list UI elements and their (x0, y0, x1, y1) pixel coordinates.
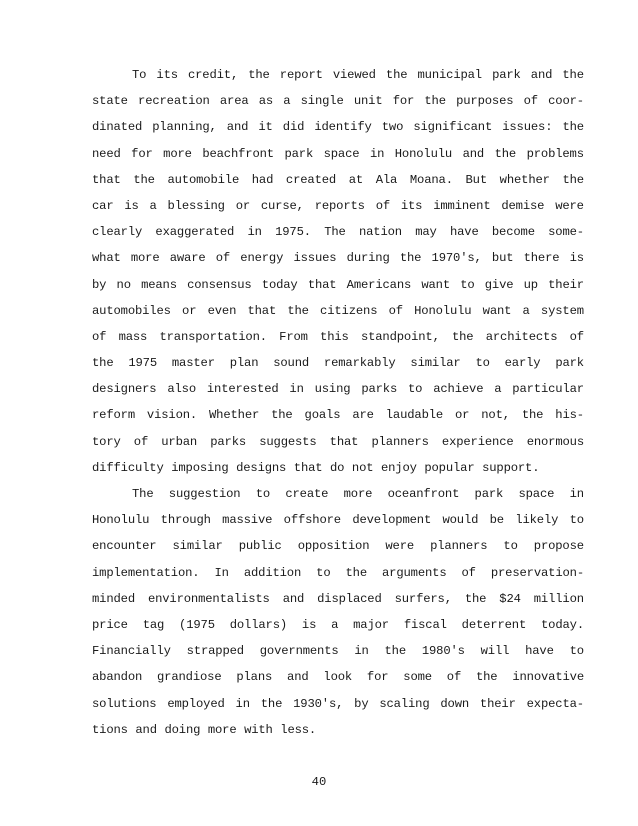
word: implementation. (92, 565, 200, 580)
word: vision. (146, 408, 198, 423)
word: is (124, 198, 139, 213)
text-line (92, 402, 584, 428)
word: enormous (526, 434, 584, 449)
text-line (92, 638, 584, 664)
text-line (92, 429, 584, 455)
text-line (92, 533, 584, 559)
word: early (504, 356, 541, 371)
word: The (132, 487, 154, 501)
word: is (569, 251, 584, 266)
word: dollars) (229, 617, 288, 632)
word: municipal (417, 68, 482, 82)
word: their (479, 696, 516, 711)
word: recreation (138, 94, 210, 109)
word: Honolulu (414, 303, 472, 318)
word: In (214, 565, 229, 580)
word: there (523, 251, 560, 266)
word: to (503, 539, 518, 554)
word: dinated (92, 120, 143, 135)
word: did (282, 120, 305, 135)
word: the (260, 696, 283, 711)
word: today. (541, 617, 584, 632)
word: more (343, 487, 373, 501)
word: significant (413, 120, 493, 135)
word: consensus (187, 277, 252, 292)
word: displaced (317, 591, 382, 606)
word: more (207, 722, 237, 737)
word: propose (533, 539, 584, 554)
word: the (248, 68, 270, 82)
word: their (548, 277, 584, 292)
word: created (285, 172, 337, 187)
word: want (482, 303, 512, 318)
word: Moana. (409, 172, 453, 187)
word: Honolulu (394, 146, 453, 161)
paragraph (92, 62, 584, 481)
word: plans (236, 670, 273, 685)
word: public (238, 539, 282, 554)
word: the (399, 251, 422, 266)
word: park (474, 487, 504, 501)
word: more (130, 251, 160, 266)
text-line (92, 298, 584, 324)
word: Ala (375, 172, 398, 187)
text-line (92, 376, 584, 402)
word: urban (161, 434, 198, 449)
word: 1975 (128, 356, 158, 371)
word: of (92, 329, 107, 344)
word: the (345, 565, 367, 580)
word: no (116, 277, 131, 292)
word: governments (259, 644, 339, 659)
word: price (92, 617, 128, 632)
word: abandon (92, 670, 143, 685)
word: and (282, 591, 305, 606)
word: expecta- (526, 696, 584, 711)
word: million (533, 591, 584, 606)
word: or (235, 198, 251, 213)
word: will (480, 644, 510, 659)
word: Whether (209, 408, 260, 423)
text-line (92, 219, 584, 245)
word: The (324, 225, 346, 240)
word: the (521, 408, 544, 423)
word: nation (358, 225, 402, 240)
word: aware (169, 251, 206, 266)
word: popular (424, 460, 475, 475)
word: to (408, 382, 423, 397)
word: even (207, 303, 237, 318)
word: of (523, 94, 538, 109)
word: means (141, 277, 177, 292)
text-line (92, 612, 584, 638)
word: a (494, 382, 502, 397)
word: in (369, 146, 385, 161)
word: through (160, 513, 211, 528)
word: suggestion (168, 487, 241, 501)
word: grandiose (157, 670, 222, 685)
word: space (518, 487, 555, 501)
word: a (331, 617, 339, 632)
text-line (92, 586, 584, 612)
word: not, (481, 408, 510, 423)
word: by (354, 696, 369, 711)
word: some (403, 670, 432, 685)
word: of (446, 670, 462, 685)
word: tag (142, 617, 165, 632)
word: whether (499, 172, 550, 187)
word: tory (92, 434, 121, 449)
word: doing (164, 722, 201, 737)
word: achieve (433, 382, 484, 397)
word: area (219, 94, 249, 109)
word: similar (410, 356, 461, 371)
word: development (352, 513, 432, 528)
word: deterrent (461, 617, 527, 632)
word: also (167, 382, 197, 397)
word: difficulty (92, 460, 164, 475)
word: the (562, 120, 584, 135)
word: arguments (382, 565, 447, 580)
word: master (171, 356, 215, 371)
word: mass (118, 329, 148, 344)
word: with (244, 722, 273, 737)
word: not (351, 460, 374, 475)
text-line (92, 664, 584, 690)
word: or (182, 303, 197, 318)
word: state (92, 94, 128, 109)
word: encounter (92, 539, 157, 554)
word: car (92, 198, 114, 213)
word: designers (92, 382, 157, 397)
word: beachfront (202, 146, 274, 161)
word: opposition (297, 539, 370, 554)
word: massive (222, 513, 273, 528)
word: the (133, 172, 155, 187)
word: oceanfront (387, 487, 460, 501)
text-line (92, 167, 584, 193)
word: to (255, 487, 271, 501)
word: for (131, 146, 153, 161)
word: viewed (332, 68, 376, 82)
word: in (289, 382, 304, 397)
word: system (540, 303, 584, 318)
word: remarkably (323, 356, 396, 371)
word: in (569, 487, 584, 501)
word: preservation- (490, 565, 584, 580)
word: demise (501, 198, 545, 213)
word: unit (353, 94, 383, 109)
word: exaggerated (155, 225, 235, 240)
word: were (555, 198, 584, 213)
text-line (92, 272, 584, 298)
text-line (92, 141, 584, 167)
word: create (285, 487, 329, 501)
word: clearly (92, 225, 143, 240)
word: problems (526, 146, 584, 161)
word: reform (92, 408, 135, 423)
word: issues: (502, 120, 553, 135)
word: the (271, 408, 293, 423)
word: a (522, 303, 530, 318)
text-line (92, 507, 584, 533)
word: by (92, 277, 107, 292)
word: it (258, 120, 273, 135)
word: park (284, 146, 314, 161)
word: a (149, 198, 157, 213)
word: park (492, 68, 521, 82)
word: architects (485, 329, 558, 344)
word: the (424, 94, 446, 109)
word: to (569, 513, 584, 528)
word: today (261, 277, 298, 292)
page-number: 40 (311, 775, 327, 789)
word: that (329, 434, 359, 449)
word: innovative (512, 670, 584, 685)
word: Americans (346, 277, 412, 292)
text-line (92, 114, 584, 140)
word: and (287, 670, 309, 685)
word: employed (167, 696, 225, 711)
word: imminent (433, 198, 491, 213)
word: give (484, 277, 514, 292)
word: planners (430, 539, 488, 554)
word: of (133, 434, 149, 449)
word: solutions (92, 696, 157, 711)
word: parks (210, 434, 247, 449)
word: its (400, 198, 423, 213)
word: 1930's, (293, 696, 344, 711)
word: fiscal (403, 617, 447, 632)
word: sound (273, 356, 310, 371)
word: and (226, 120, 249, 135)
word: the (451, 329, 474, 344)
word: citizens (320, 303, 378, 318)
word: less. (280, 722, 317, 737)
word: experience (441, 434, 514, 449)
word: 1975. (275, 225, 311, 240)
word: automobiles (92, 303, 171, 318)
word: to (460, 277, 475, 292)
word: for (366, 670, 389, 685)
word: issues (293, 251, 337, 266)
word: But (465, 172, 488, 187)
word: of (215, 251, 231, 266)
word: his- (555, 408, 584, 423)
word: (1975 (179, 617, 215, 632)
word: 1980's (421, 644, 465, 659)
word: parks (361, 382, 398, 397)
word: goals (304, 408, 341, 423)
word: designs (236, 460, 287, 475)
word: but (491, 251, 514, 266)
word: that (293, 460, 323, 475)
text-line (92, 62, 584, 88)
word: likely (515, 513, 559, 528)
word: identify (314, 120, 372, 135)
word: reports (314, 198, 365, 213)
word: 1970's, (431, 251, 482, 266)
text-line (92, 717, 584, 743)
word: of (569, 329, 584, 344)
word: and (530, 68, 553, 82)
word: credit, (187, 68, 239, 82)
word: Honolulu (92, 513, 150, 528)
word: the (562, 68, 584, 82)
word: during (346, 251, 390, 266)
word: to (569, 644, 584, 659)
word: blessing (167, 198, 225, 213)
word: surfers, (394, 591, 452, 606)
word: offshore (283, 513, 341, 528)
word: purposes (456, 94, 514, 109)
word: addition (243, 565, 302, 580)
word: be (489, 513, 504, 528)
word: or (455, 408, 470, 423)
paragraph (92, 481, 584, 743)
word: of (375, 198, 391, 213)
word: its (156, 68, 178, 82)
word: the (287, 303, 309, 318)
text-line (92, 324, 584, 350)
word: become (491, 225, 535, 240)
word: curse, (260, 198, 304, 213)
word: the (494, 146, 517, 161)
word: report (279, 68, 323, 82)
word: as (258, 94, 274, 109)
word: that (247, 303, 277, 318)
word: need (92, 146, 121, 161)
word: suggests (259, 434, 317, 449)
word: strapped (186, 644, 244, 659)
word: in (354, 644, 369, 659)
word: have (449, 225, 479, 240)
word: and (462, 146, 485, 161)
text-line (92, 481, 584, 507)
word: enjoy (380, 460, 417, 475)
text-line (92, 350, 584, 376)
word: planners (371, 434, 429, 449)
word: that (92, 172, 121, 187)
word: tions (92, 722, 128, 737)
word: energy (240, 251, 284, 266)
word: do (330, 460, 345, 475)
word: had (251, 172, 274, 187)
word: support. (482, 460, 540, 475)
word: single (300, 94, 344, 109)
word: to (316, 565, 331, 580)
word: the (384, 644, 407, 659)
word: were (385, 539, 415, 554)
word: Financially (92, 644, 171, 659)
word: particular (512, 382, 584, 397)
text-line (92, 88, 584, 114)
word: To (132, 68, 147, 82)
word: planning, (152, 120, 217, 135)
word: laudable (385, 408, 444, 423)
word: at (348, 172, 364, 187)
word: imposing (171, 460, 229, 475)
word: two (381, 120, 404, 135)
word: what (92, 251, 121, 266)
word: the (385, 68, 408, 82)
word: down (440, 696, 470, 711)
word: automobile (167, 172, 240, 187)
word: minded (92, 591, 135, 606)
word: of (461, 565, 476, 580)
word: a (283, 94, 291, 109)
word: similar (172, 539, 223, 554)
word: the (464, 591, 487, 606)
word: the (562, 172, 584, 187)
word: want (421, 277, 451, 292)
word: would (442, 513, 479, 528)
word: park (555, 356, 584, 371)
word: in (247, 225, 262, 240)
word: some- (548, 225, 584, 240)
word: major (353, 617, 389, 632)
text-line (92, 193, 584, 219)
text-line (92, 691, 584, 717)
word: in (235, 696, 250, 711)
word: space (323, 146, 360, 161)
word: environmentalists (147, 591, 270, 606)
word: more (163, 146, 192, 161)
word: using (314, 382, 351, 397)
text-line (92, 455, 584, 481)
word: look (323, 670, 353, 685)
word: up (523, 277, 538, 292)
word: that (307, 277, 337, 292)
word: is (301, 617, 317, 632)
word: have (525, 644, 554, 659)
word: transportation. (159, 329, 267, 344)
word: $24 (499, 591, 521, 606)
word: and (135, 722, 157, 737)
word: coor- (548, 94, 584, 109)
word: From (279, 329, 308, 344)
word: the (92, 356, 114, 371)
word: the (475, 670, 498, 685)
word: plan (229, 356, 259, 371)
word: are (352, 408, 374, 423)
text-line (92, 245, 584, 271)
text-line (92, 560, 584, 586)
word: may (415, 225, 437, 240)
word: this (320, 329, 349, 344)
word: interested (206, 382, 279, 397)
body-text (92, 62, 584, 743)
word: of (388, 303, 403, 318)
word: standpoint, (360, 329, 440, 344)
word: to (475, 356, 490, 371)
word: scaling (379, 696, 430, 711)
word: for (392, 94, 415, 109)
